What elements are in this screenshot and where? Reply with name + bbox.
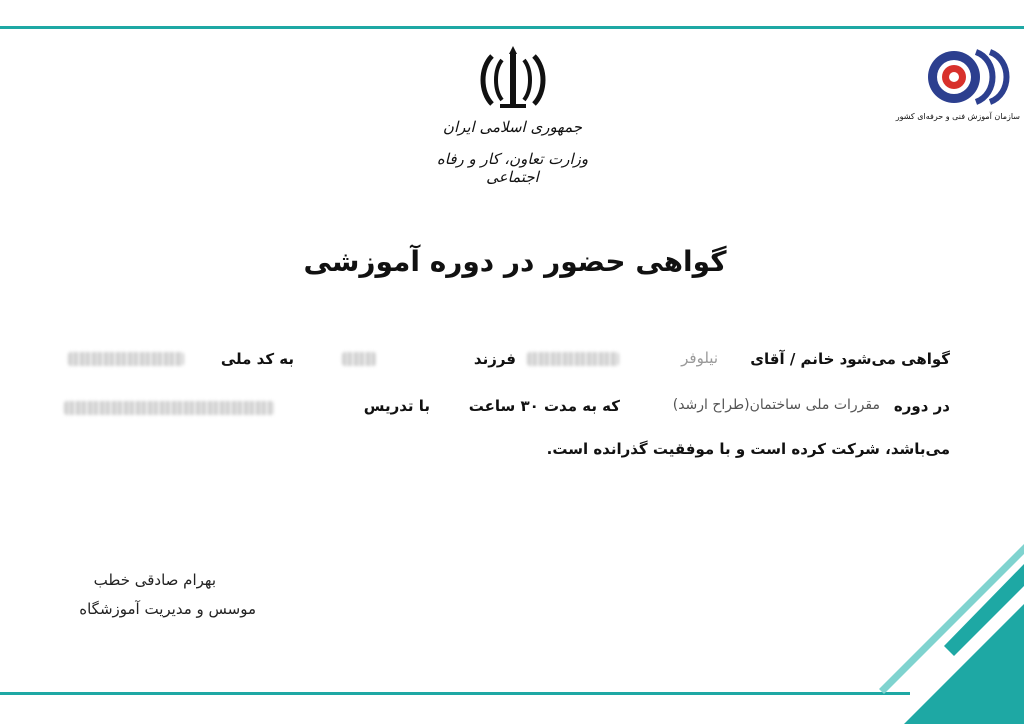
certificate-title: گواهی حضور در دوره آموزشی — [303, 245, 727, 278]
national-code-label: به کد ملی — [220, 350, 294, 368]
child-of-label: فرزند — [473, 350, 516, 368]
certificate-intro: گواهی می‌شود خانم / آقای — [750, 350, 950, 368]
course-name: مقررات ملی ساختمان(طراح ارشد) — [672, 397, 880, 413]
recipient-first-name: نیلوفر — [681, 349, 718, 367]
course-duration: که به مدت ۳۰ ساعت — [468, 397, 620, 415]
certificate-closing: می‌باشد، شرکت کرده است و با موفقیت گذرانده است. — [546, 440, 950, 458]
national-code-redacted — [68, 352, 184, 366]
corner-decoration — [784, 524, 1024, 724]
top-border-line — [0, 26, 1024, 29]
teacher-name-redacted — [64, 401, 274, 415]
organization-name: سازمان آموزش فنی و حرفه‌ای کشور — [895, 112, 1020, 121]
father-name-redacted — [342, 352, 376, 366]
ministry-name: وزارت تعاون، کار و رفاه اجتماعی — [436, 150, 589, 186]
course-label: در دوره — [893, 397, 950, 415]
recipient-last-name-redacted — [527, 352, 619, 366]
government-name: جمهوری اسلامی ایران — [442, 118, 583, 136]
iran-emblem-icon — [478, 44, 548, 114]
tvto-logo-icon — [926, 46, 1014, 108]
teacher-label: با تدریس — [363, 397, 430, 415]
signer-name: بهرام صادقی خطب — [93, 571, 216, 589]
bottom-border-line — [0, 692, 910, 695]
signer-title: موسس و مدیریت آموزشگاه — [79, 600, 256, 618]
